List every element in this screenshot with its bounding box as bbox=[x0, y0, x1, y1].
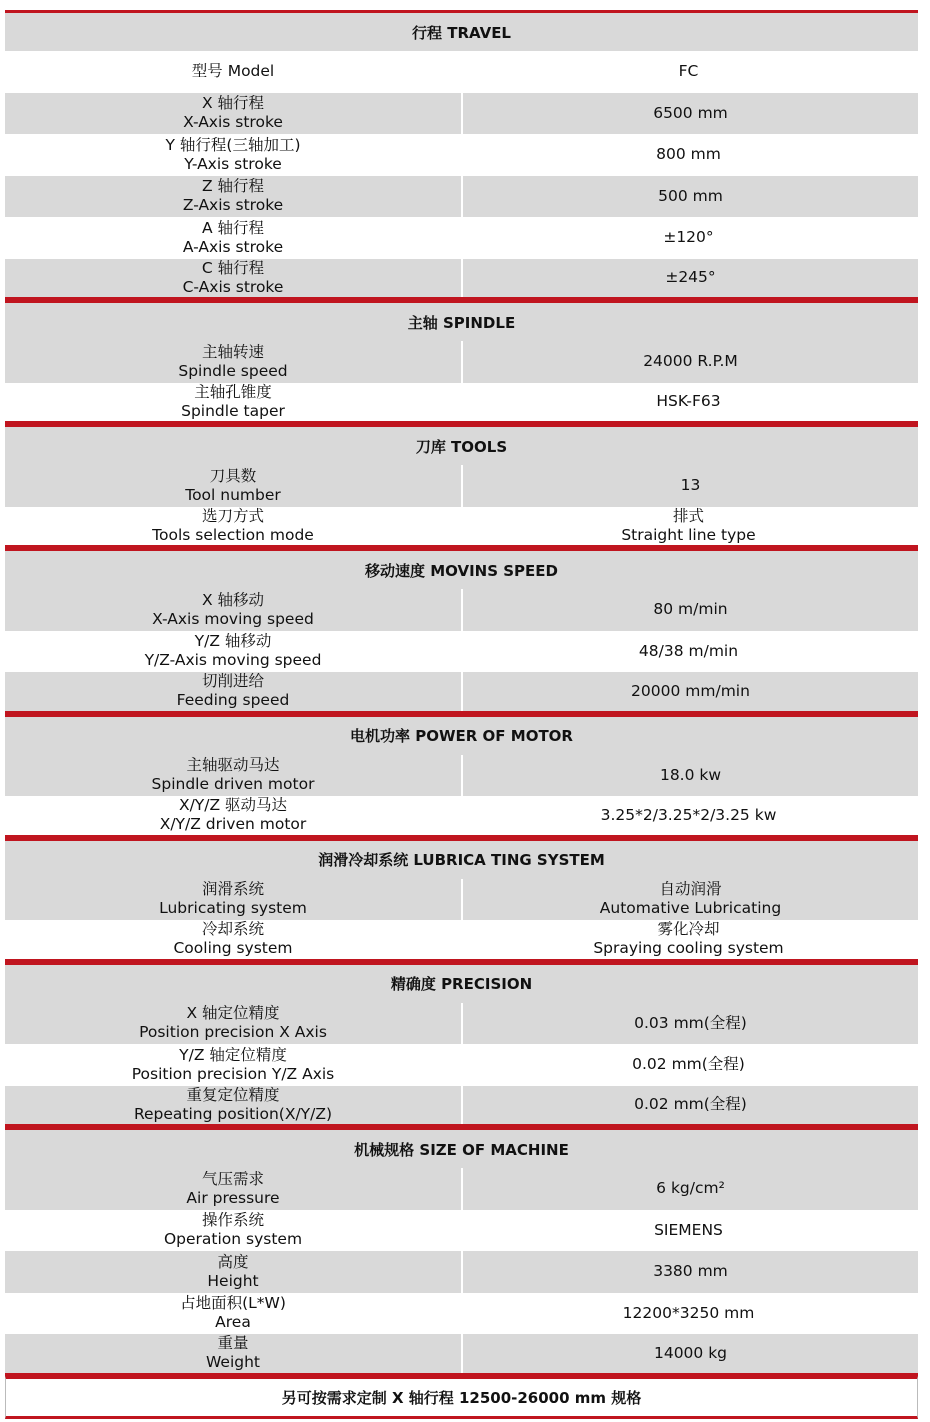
spec-value-text: 自动润滑 bbox=[659, 880, 722, 899]
spec-label-en: Repeating position(X/Y/Z) bbox=[133, 1104, 333, 1123]
spec-label-zh: 主轴驱动马达 bbox=[186, 756, 280, 775]
spec-label-en: Spindle speed bbox=[178, 361, 288, 380]
spec-row bbox=[5, 755, 918, 797]
spec-value-text: 48/38 m/min bbox=[638, 641, 739, 660]
spec-label-en: Tools selection mode bbox=[152, 525, 314, 544]
spec-label-en: X/Y/Z driven motor bbox=[159, 815, 307, 834]
spec-value bbox=[461, 631, 916, 673]
spec-label-zh: Y/Z 轴定位精度 bbox=[179, 1045, 287, 1064]
spec-label bbox=[5, 259, 463, 298]
spec-row bbox=[5, 1086, 918, 1128]
spec-label-zh: C 轴行程 bbox=[201, 258, 265, 277]
spec-value-text: ±245° bbox=[665, 268, 716, 287]
spec-label bbox=[5, 134, 461, 176]
spec-label bbox=[5, 465, 463, 507]
spec-label bbox=[5, 1044, 461, 1086]
spec-value-text: 14000 kg bbox=[653, 1343, 728, 1362]
spec-label-en: Cooling system bbox=[173, 939, 293, 958]
spec-value-text: 24000 R.P.M bbox=[643, 352, 738, 371]
spec-label-zh: X 轴行程 bbox=[201, 94, 265, 113]
spec-value bbox=[463, 341, 918, 383]
spec-label-en: Area bbox=[215, 1313, 251, 1332]
spec-label bbox=[5, 631, 461, 673]
spec-value-text: 6500 mm bbox=[653, 103, 728, 122]
spec-label-en: Feeding speed bbox=[176, 691, 290, 710]
section-header: 电机功率 POWER OF MOTOR bbox=[5, 714, 918, 755]
spec-value bbox=[463, 1168, 918, 1210]
spec-value bbox=[461, 1210, 916, 1252]
spec-value-text: 13 bbox=[680, 476, 701, 495]
spec-label-en: Lubricating system bbox=[159, 899, 307, 918]
spec-row bbox=[5, 93, 918, 135]
spec-row bbox=[5, 341, 918, 383]
spec-label-en: Z-Axis stroke bbox=[182, 196, 284, 215]
spec-value bbox=[461, 383, 916, 422]
spec-label bbox=[5, 589, 463, 631]
spec-label-zh: Y/Z 轴移动 bbox=[194, 632, 272, 651]
spec-label-zh: 冷却系统 bbox=[201, 920, 264, 939]
spec-value bbox=[463, 1334, 918, 1373]
spec-row bbox=[5, 920, 918, 962]
section-header: 主轴 SPINDLE bbox=[5, 300, 918, 341]
spec-label-zh: 重复定位精度 bbox=[186, 1085, 280, 1104]
spec-value-text: 12200*3250 mm bbox=[622, 1303, 755, 1322]
spec-row bbox=[5, 631, 918, 673]
spec-label-en: Y/Z-Axis moving speed bbox=[144, 651, 322, 670]
spec-label-zh: 选刀方式 bbox=[201, 506, 264, 525]
spec-value-text: 排式 bbox=[672, 506, 704, 525]
spec-label-en: X-Axis stroke bbox=[183, 113, 283, 132]
section-header: 精确度 PRECISION bbox=[5, 962, 918, 1003]
spec-label-en: Operation system bbox=[163, 1230, 303, 1249]
spec-row bbox=[5, 465, 918, 507]
spec-row bbox=[5, 1168, 918, 1210]
spec-label bbox=[5, 879, 463, 921]
spec-label bbox=[5, 1168, 463, 1210]
spec-row bbox=[5, 134, 918, 176]
spec-value bbox=[463, 1003, 918, 1045]
spec-label-en: Spindle taper bbox=[181, 401, 285, 420]
spec-label-zh: Z 轴行程 bbox=[201, 177, 265, 196]
spec-value-text: 6 kg/cm² bbox=[656, 1179, 725, 1198]
spec-value-text: FC bbox=[678, 62, 699, 81]
spec-label-en: Position precision Y/Z Axis bbox=[131, 1064, 335, 1083]
spec-label-zh: 刀具数 bbox=[209, 466, 257, 485]
spec-value-text: 800 mm bbox=[656, 145, 721, 164]
spec-value bbox=[463, 465, 918, 507]
spec-value-text: 3380 mm bbox=[653, 1262, 728, 1281]
spec-value-text: 3.25*2/3.25*2/3.25 kw bbox=[600, 805, 777, 824]
spec-label bbox=[5, 796, 461, 835]
spec-value bbox=[463, 1251, 918, 1293]
section-header: 刀库 TOOLS bbox=[5, 424, 918, 465]
spec-value bbox=[463, 879, 918, 921]
spec-label-zh: X 轴移动 bbox=[201, 590, 265, 609]
spec-label bbox=[5, 217, 461, 259]
spec-value-text-en: Straight line type bbox=[621, 525, 756, 544]
spec-value-text: 500 mm bbox=[658, 186, 723, 205]
spec-value bbox=[463, 93, 918, 135]
spec-label-en: Tool number bbox=[185, 485, 281, 504]
spec-value bbox=[461, 507, 916, 546]
spec-label bbox=[5, 176, 463, 218]
spec-label-zh: X 轴定位精度 bbox=[186, 1004, 280, 1023]
spec-label-zh: 主轴孔锥度 bbox=[194, 382, 272, 401]
spec-value-text: 20000 mm/min bbox=[631, 681, 750, 700]
spec-value-text: 80 m/min bbox=[653, 600, 728, 619]
spec-label bbox=[5, 383, 461, 422]
spec-value-text: 0.03 mm(全程) bbox=[634, 1013, 747, 1032]
spec-label bbox=[5, 1251, 463, 1293]
spec-row bbox=[5, 383, 918, 425]
spec-label-en: A-Axis stroke bbox=[182, 237, 284, 256]
spec-row bbox=[5, 1003, 918, 1045]
section-header: 行程 TRAVEL bbox=[5, 10, 918, 51]
spec-value-text: ±120° bbox=[663, 228, 714, 247]
spec-label bbox=[5, 672, 463, 711]
spec-row bbox=[5, 51, 918, 93]
spec-value bbox=[461, 134, 916, 176]
spec-row bbox=[5, 796, 918, 838]
spec-value bbox=[461, 51, 916, 93]
spec-value bbox=[461, 217, 916, 259]
spec-label-zh: 气压需求 bbox=[201, 1169, 264, 1188]
spec-label-zh: Y 轴行程(三轴加工) bbox=[165, 135, 301, 154]
spec-value bbox=[463, 589, 918, 631]
spec-value-text-en: Automative Lubricating bbox=[599, 899, 782, 918]
spec-table bbox=[5, 10, 918, 1419]
spec-label-zh: 润滑系统 bbox=[201, 880, 264, 899]
spec-row bbox=[5, 1334, 918, 1376]
spec-value-text-en: Spraying cooling system bbox=[593, 939, 784, 958]
spec-label bbox=[5, 93, 463, 135]
spec-label-en: X-Axis moving speed bbox=[152, 609, 314, 628]
spec-row bbox=[5, 507, 918, 549]
spec-label bbox=[5, 341, 463, 383]
spec-value bbox=[461, 920, 916, 959]
spec-value bbox=[461, 796, 916, 835]
spec-row bbox=[5, 879, 918, 921]
spec-value bbox=[461, 1293, 916, 1335]
spec-row bbox=[5, 589, 918, 631]
spec-label-en: Air pressure bbox=[186, 1188, 280, 1207]
spec-row bbox=[5, 1251, 918, 1293]
section-header: 机械规格 SIZE OF MACHINE bbox=[5, 1127, 918, 1168]
spec-label-en: Spindle driven motor bbox=[151, 775, 315, 794]
spec-value-text: HSK-F63 bbox=[656, 392, 721, 411]
spec-label bbox=[5, 507, 461, 546]
spec-value-text: 18.0 kw bbox=[659, 765, 722, 784]
spec-label-zh: 型号 Model bbox=[191, 62, 275, 81]
spec-label-zh: 操作系统 bbox=[201, 1211, 264, 1230]
spec-label bbox=[5, 755, 463, 797]
spec-label-zh: A 轴行程 bbox=[201, 218, 265, 237]
spec-label-en: Position precision X Axis bbox=[139, 1023, 327, 1042]
spec-label bbox=[5, 51, 461, 93]
spec-label-zh: 占地面积(L*W) bbox=[180, 1294, 286, 1313]
spec-value bbox=[463, 755, 918, 797]
spec-row bbox=[5, 176, 918, 218]
spec-row bbox=[5, 1044, 918, 1086]
spec-row bbox=[5, 1293, 918, 1335]
spec-label-zh: X/Y/Z 驱动马达 bbox=[178, 796, 288, 815]
spec-value bbox=[463, 176, 918, 218]
spec-label-zh: 高度 bbox=[217, 1252, 249, 1271]
spec-value bbox=[461, 1044, 916, 1086]
spec-label bbox=[5, 1334, 463, 1373]
section-header: 移动速度 MOVINS SPEED bbox=[5, 548, 918, 589]
spec-label bbox=[5, 1293, 461, 1335]
spec-label bbox=[5, 920, 461, 959]
spec-row bbox=[5, 217, 918, 259]
spec-value bbox=[463, 1086, 918, 1125]
spec-label bbox=[5, 1210, 461, 1252]
spec-label-en: Weight bbox=[205, 1353, 260, 1372]
spec-label-en: Y-Axis stroke bbox=[184, 154, 282, 173]
spec-row bbox=[5, 259, 918, 301]
spec-value-text: 0.02 mm(全程) bbox=[634, 1095, 747, 1114]
spec-value bbox=[463, 259, 918, 298]
section-header: 润滑冷却系统 LUBRICA TING SYSTEM bbox=[5, 838, 918, 879]
spec-value-text: 0.02 mm(全程) bbox=[632, 1055, 745, 1074]
spec-label-en: Height bbox=[207, 1271, 259, 1290]
spec-value bbox=[463, 672, 918, 711]
spec-label-en: C-Axis stroke bbox=[182, 277, 284, 296]
spec-row bbox=[5, 1210, 918, 1252]
spec-row bbox=[5, 672, 918, 714]
spec-label bbox=[5, 1086, 463, 1125]
spec-label-zh: 切削进给 bbox=[201, 672, 264, 691]
spec-label-zh: 重量 bbox=[217, 1334, 249, 1353]
spec-label-zh: 主轴转速 bbox=[201, 342, 264, 361]
spec-value-text: 雾化冷却 bbox=[657, 920, 720, 939]
spec-label bbox=[5, 1003, 463, 1045]
custom-travel-note: 另可按需求定制 X 轴行程 12500-26000 mm 规格 bbox=[5, 1376, 918, 1419]
spec-value-text: SIEMENS bbox=[654, 1220, 723, 1239]
